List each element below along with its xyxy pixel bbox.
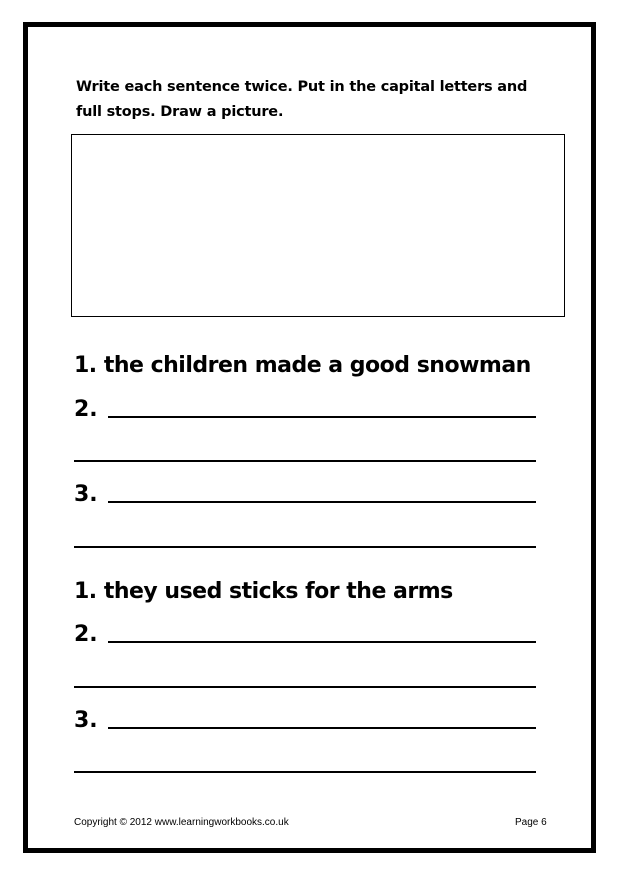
instructions — [76, 75, 556, 125]
footer-page-number: Page 6 — [515, 817, 547, 828]
drawing-box[interactable] — [71, 134, 565, 317]
exercise-1-prompt-3: 3. — [74, 482, 98, 507]
exercise-1-writing-line-2b[interactable] — [74, 460, 536, 462]
sentence-1: 1. the children made a good snowman — [74, 353, 531, 378]
exercise-2-writing-line-2a[interactable] — [108, 641, 536, 643]
instructions-line-2: full stops. Draw a picture. — [76, 104, 284, 120]
exercise-2-writing-line-3b[interactable] — [74, 771, 536, 773]
instructions-line-1: Write each sentence twice. Put in the capital letters and — [76, 79, 528, 95]
exercise-1-writing-line-3a[interactable] — [108, 501, 536, 503]
exercise-2-prompt-3: 3. — [74, 708, 98, 733]
exercise-1-writing-line-2a[interactable] — [108, 416, 536, 418]
exercise-2-prompt-2: 2. — [74, 622, 98, 647]
exercise-1-prompt-2: 2. — [74, 397, 98, 422]
exercise-2-writing-line-3a[interactable] — [108, 727, 536, 729]
footer-copyright: Copyright © 2012 www.learningworkbooks.co.uk — [74, 817, 289, 828]
exercise-2-writing-line-2b[interactable] — [74, 686, 536, 688]
sentence-2: 1. they used sticks for the arms — [74, 579, 453, 604]
exercise-1-writing-line-3b[interactable] — [74, 546, 536, 548]
page-frame — [23, 22, 596, 853]
